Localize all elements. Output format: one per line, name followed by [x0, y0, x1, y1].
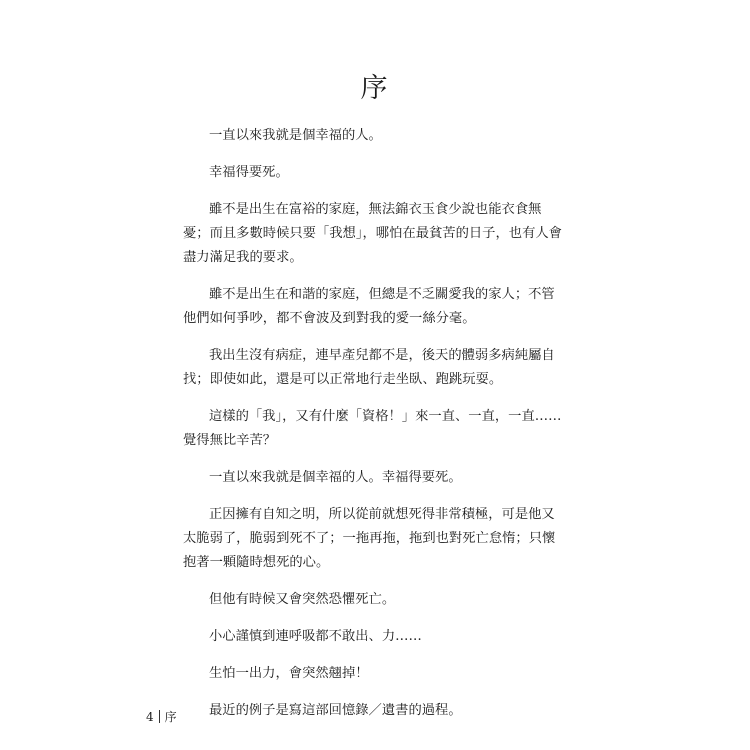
paragraph: 生怕一出力，會突然翹掉！ — [209, 666, 369, 681]
page-number: 4 — [146, 709, 154, 724]
paragraph: 一直以來我就是個幸福的人。 — [209, 128, 382, 143]
paragraph: 雖不是出生在富裕的家庭，無法錦衣玉食少說也能衣食無憂；而且多數時候只要「我想」，哪怕在最貧苦的日子，也有人會盡力滿足我的要求。 — [183, 202, 562, 265]
chapter-body — [183, 124, 563, 736]
footer-divider — [159, 710, 160, 723]
chapter-title: 序 — [360, 73, 390, 104]
paragraph: 但他有時候又會突然恐懼死亡。 — [209, 592, 396, 607]
paragraph: 最近的例子是寫這部回憶錄／遺書的過程。 — [209, 703, 462, 718]
paragraph: 幸福得要死。 — [209, 165, 289, 180]
paragraph: 小心謹慎到連呼吸都不敢出、力…… — [209, 629, 422, 644]
paragraph: 這樣的「我」，又有什麼「資格！」來一直、一直，一直……覺得無比辛苦？ — [183, 409, 562, 448]
page-footer — [146, 708, 177, 725]
paragraph: 雖不是出生在和諧的家庭，但總是不乏關愛我的家人；不管他們如何爭吵，都不會波及到對我的愛一絲分毫。 — [183, 287, 555, 326]
paragraph: 我出生沒有病症，連早產兒都不是，後天的體弱多病純屬自找；即使如此，還是可以正常地行走坐臥、跑跳玩耍。 — [183, 348, 555, 387]
paragraph: 一直以來我就是個幸福的人。幸福得要死。 — [209, 470, 462, 485]
footer-section-label: 序 — [164, 710, 177, 724]
paragraph: 正因擁有自知之明，所以從前就想死得非常積極，可是他又太脆弱了，脆弱到死不了；一拖再拖，拖到也對死亡怠惰；只懷抱著一顆隨時想死的心。 — [183, 507, 556, 570]
